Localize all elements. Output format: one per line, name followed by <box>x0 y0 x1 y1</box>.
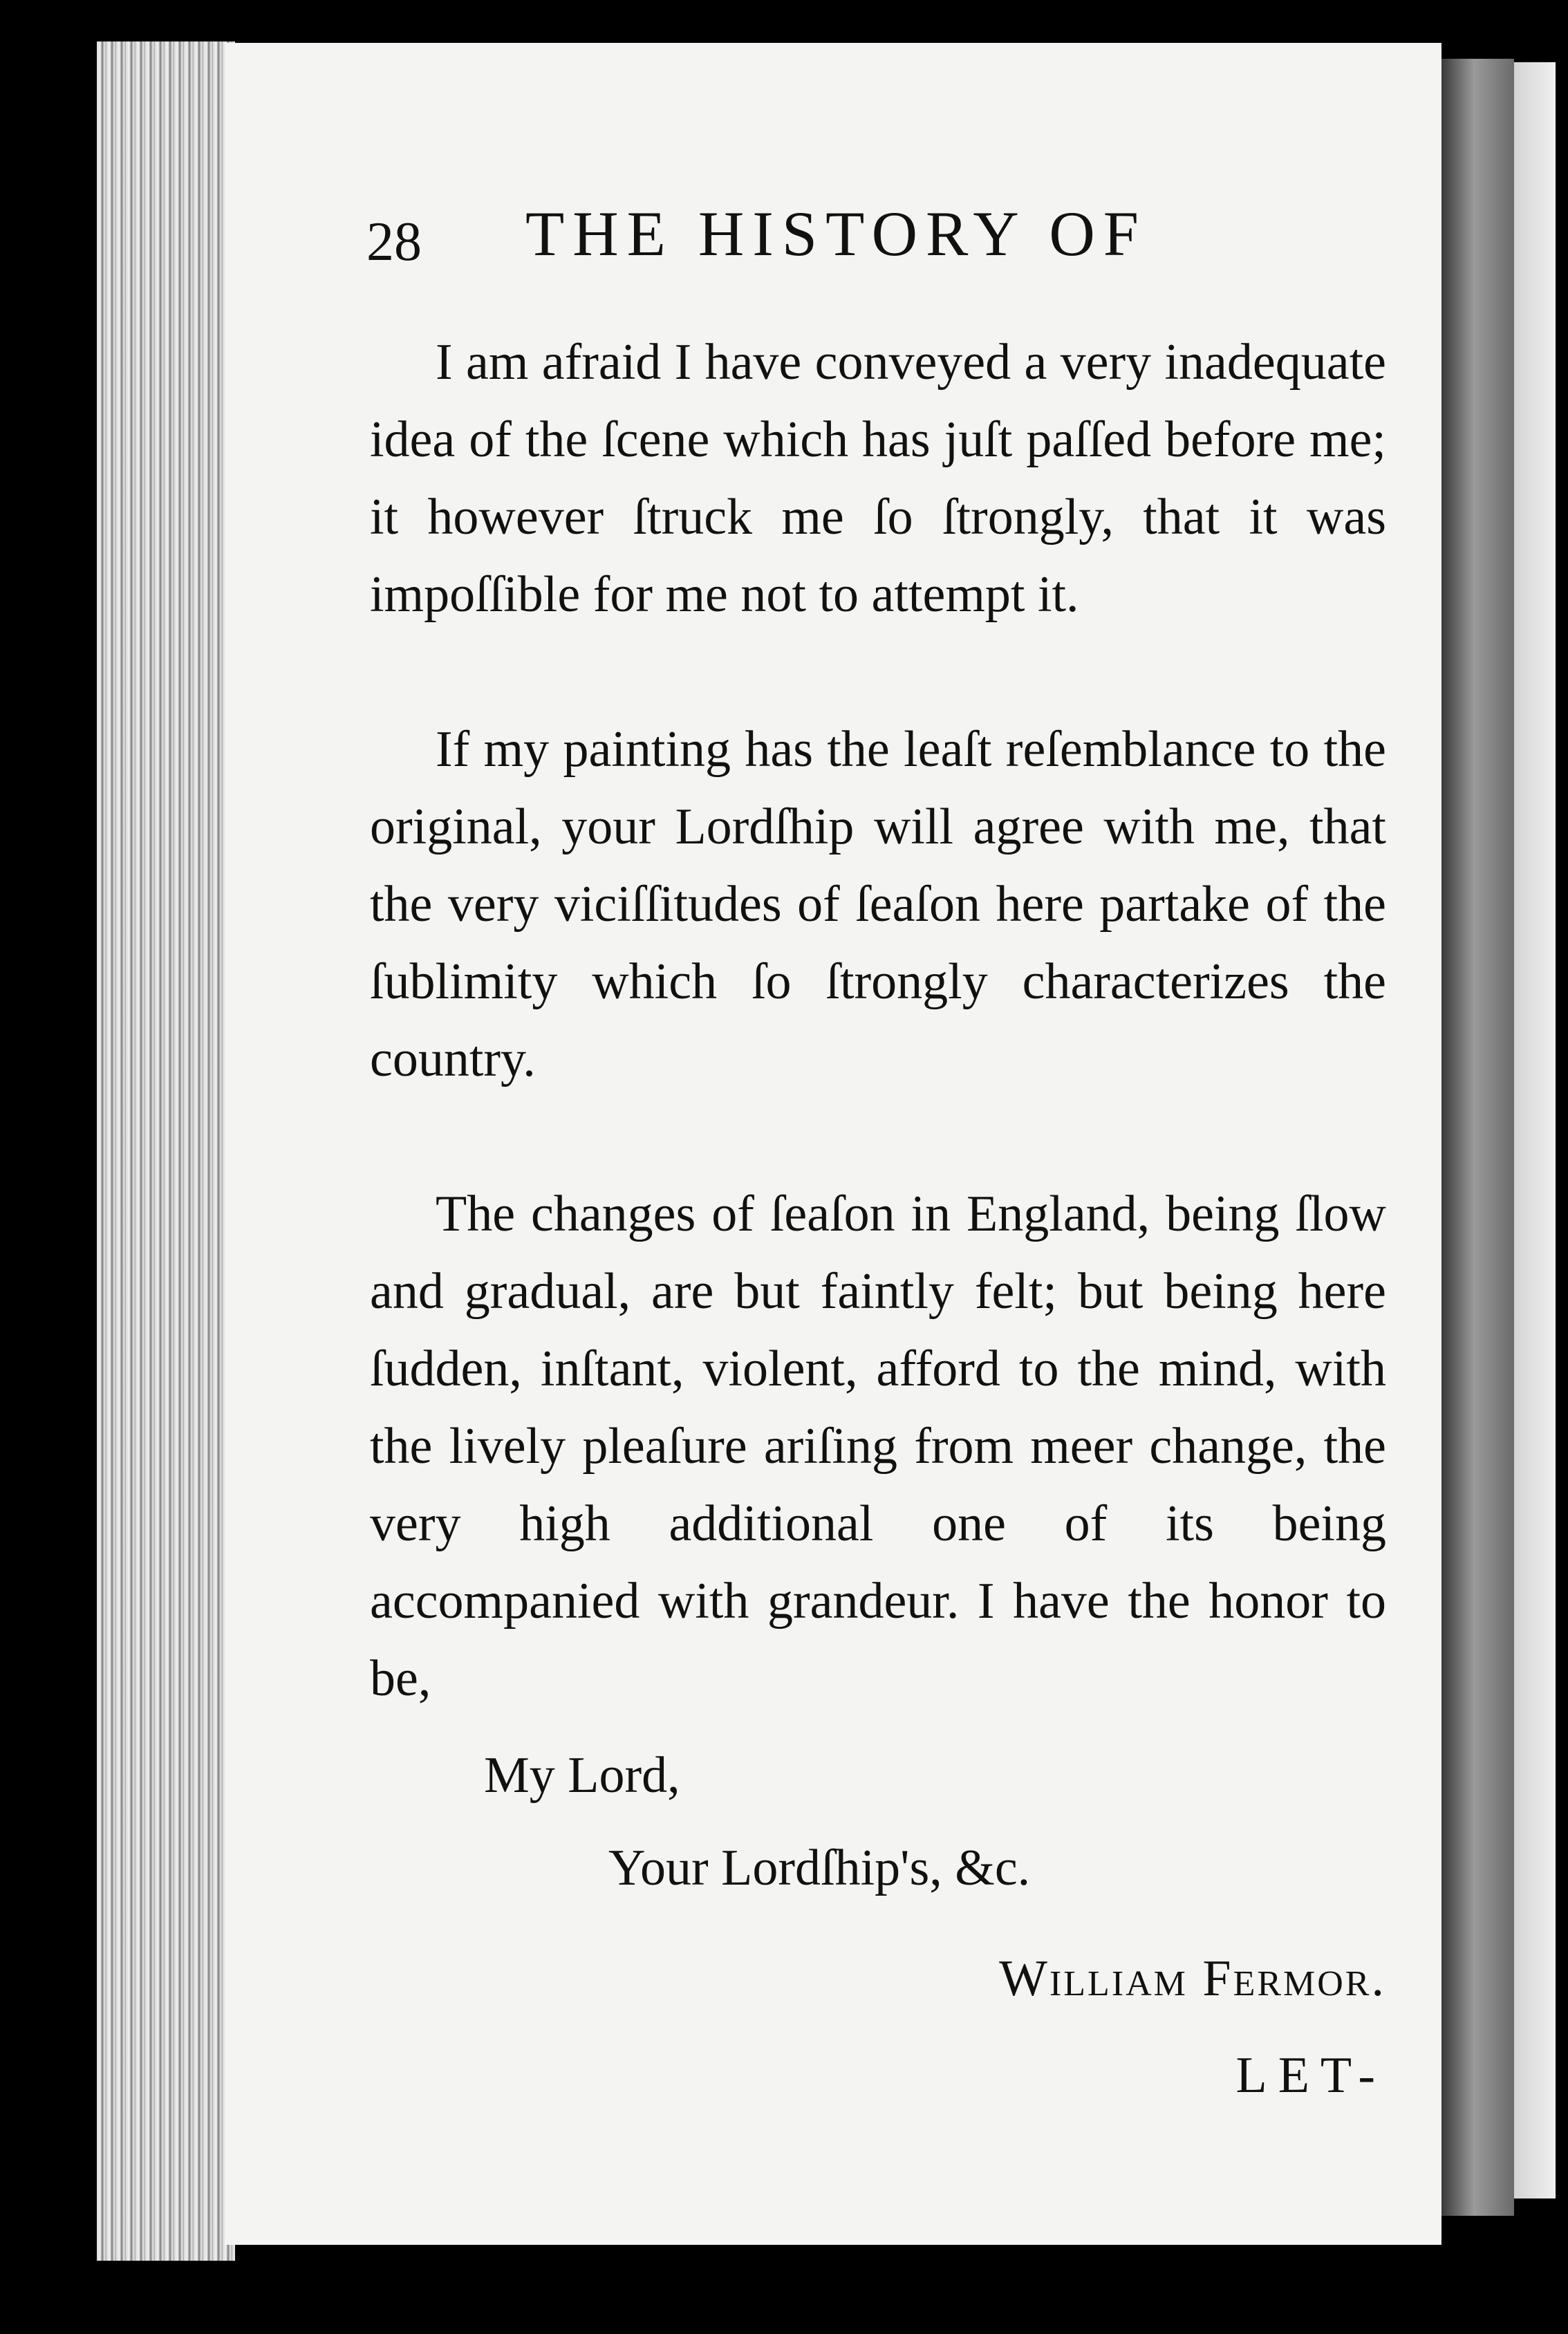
paragraph: I am afraid I have conveyed a very inadequate idea of the ſcene which has juſt paſſed before me; it however ſtruck me ſo ſtrongly, that it was impoſſible for me not to attempt it. <box>370 334 1386 623</box>
letter-text <box>370 324 1386 2114</box>
facing-page-edge <box>1514 62 1556 2198</box>
salutation: My Lord, <box>484 1747 680 1804</box>
catchword: LET- <box>1235 2047 1386 2104</box>
running-head: THE HISTORY OF <box>525 198 1147 269</box>
page-number: 28 <box>366 212 422 272</box>
paragraph: If my painting has the leaſt reſemblance to the original, your Lordſhip will agree with me, that the very viciſſitudes of ſeaſon here partake of the ſublimity which ſo ſtrongly characterizes the country. <box>370 721 1386 1087</box>
spine-shadow <box>1441 59 1514 2216</box>
page-header <box>366 197 1403 287</box>
valediction: Your Lordſhip's, &c. <box>608 1840 1031 1896</box>
signature: William Fermor. <box>999 1950 1386 2007</box>
paragraph: The changes of ſeaſon in England, being ſlow and gradual, are but faintly felt; but being here ſudden, inſtant, violent, afford to the mind, with the lively pleaſure ariſing from meer change, the very high additional one of its being accompanied with grandeur. I have the honor to be, <box>370 1186 1386 1707</box>
page-edges <box>97 41 235 2261</box>
